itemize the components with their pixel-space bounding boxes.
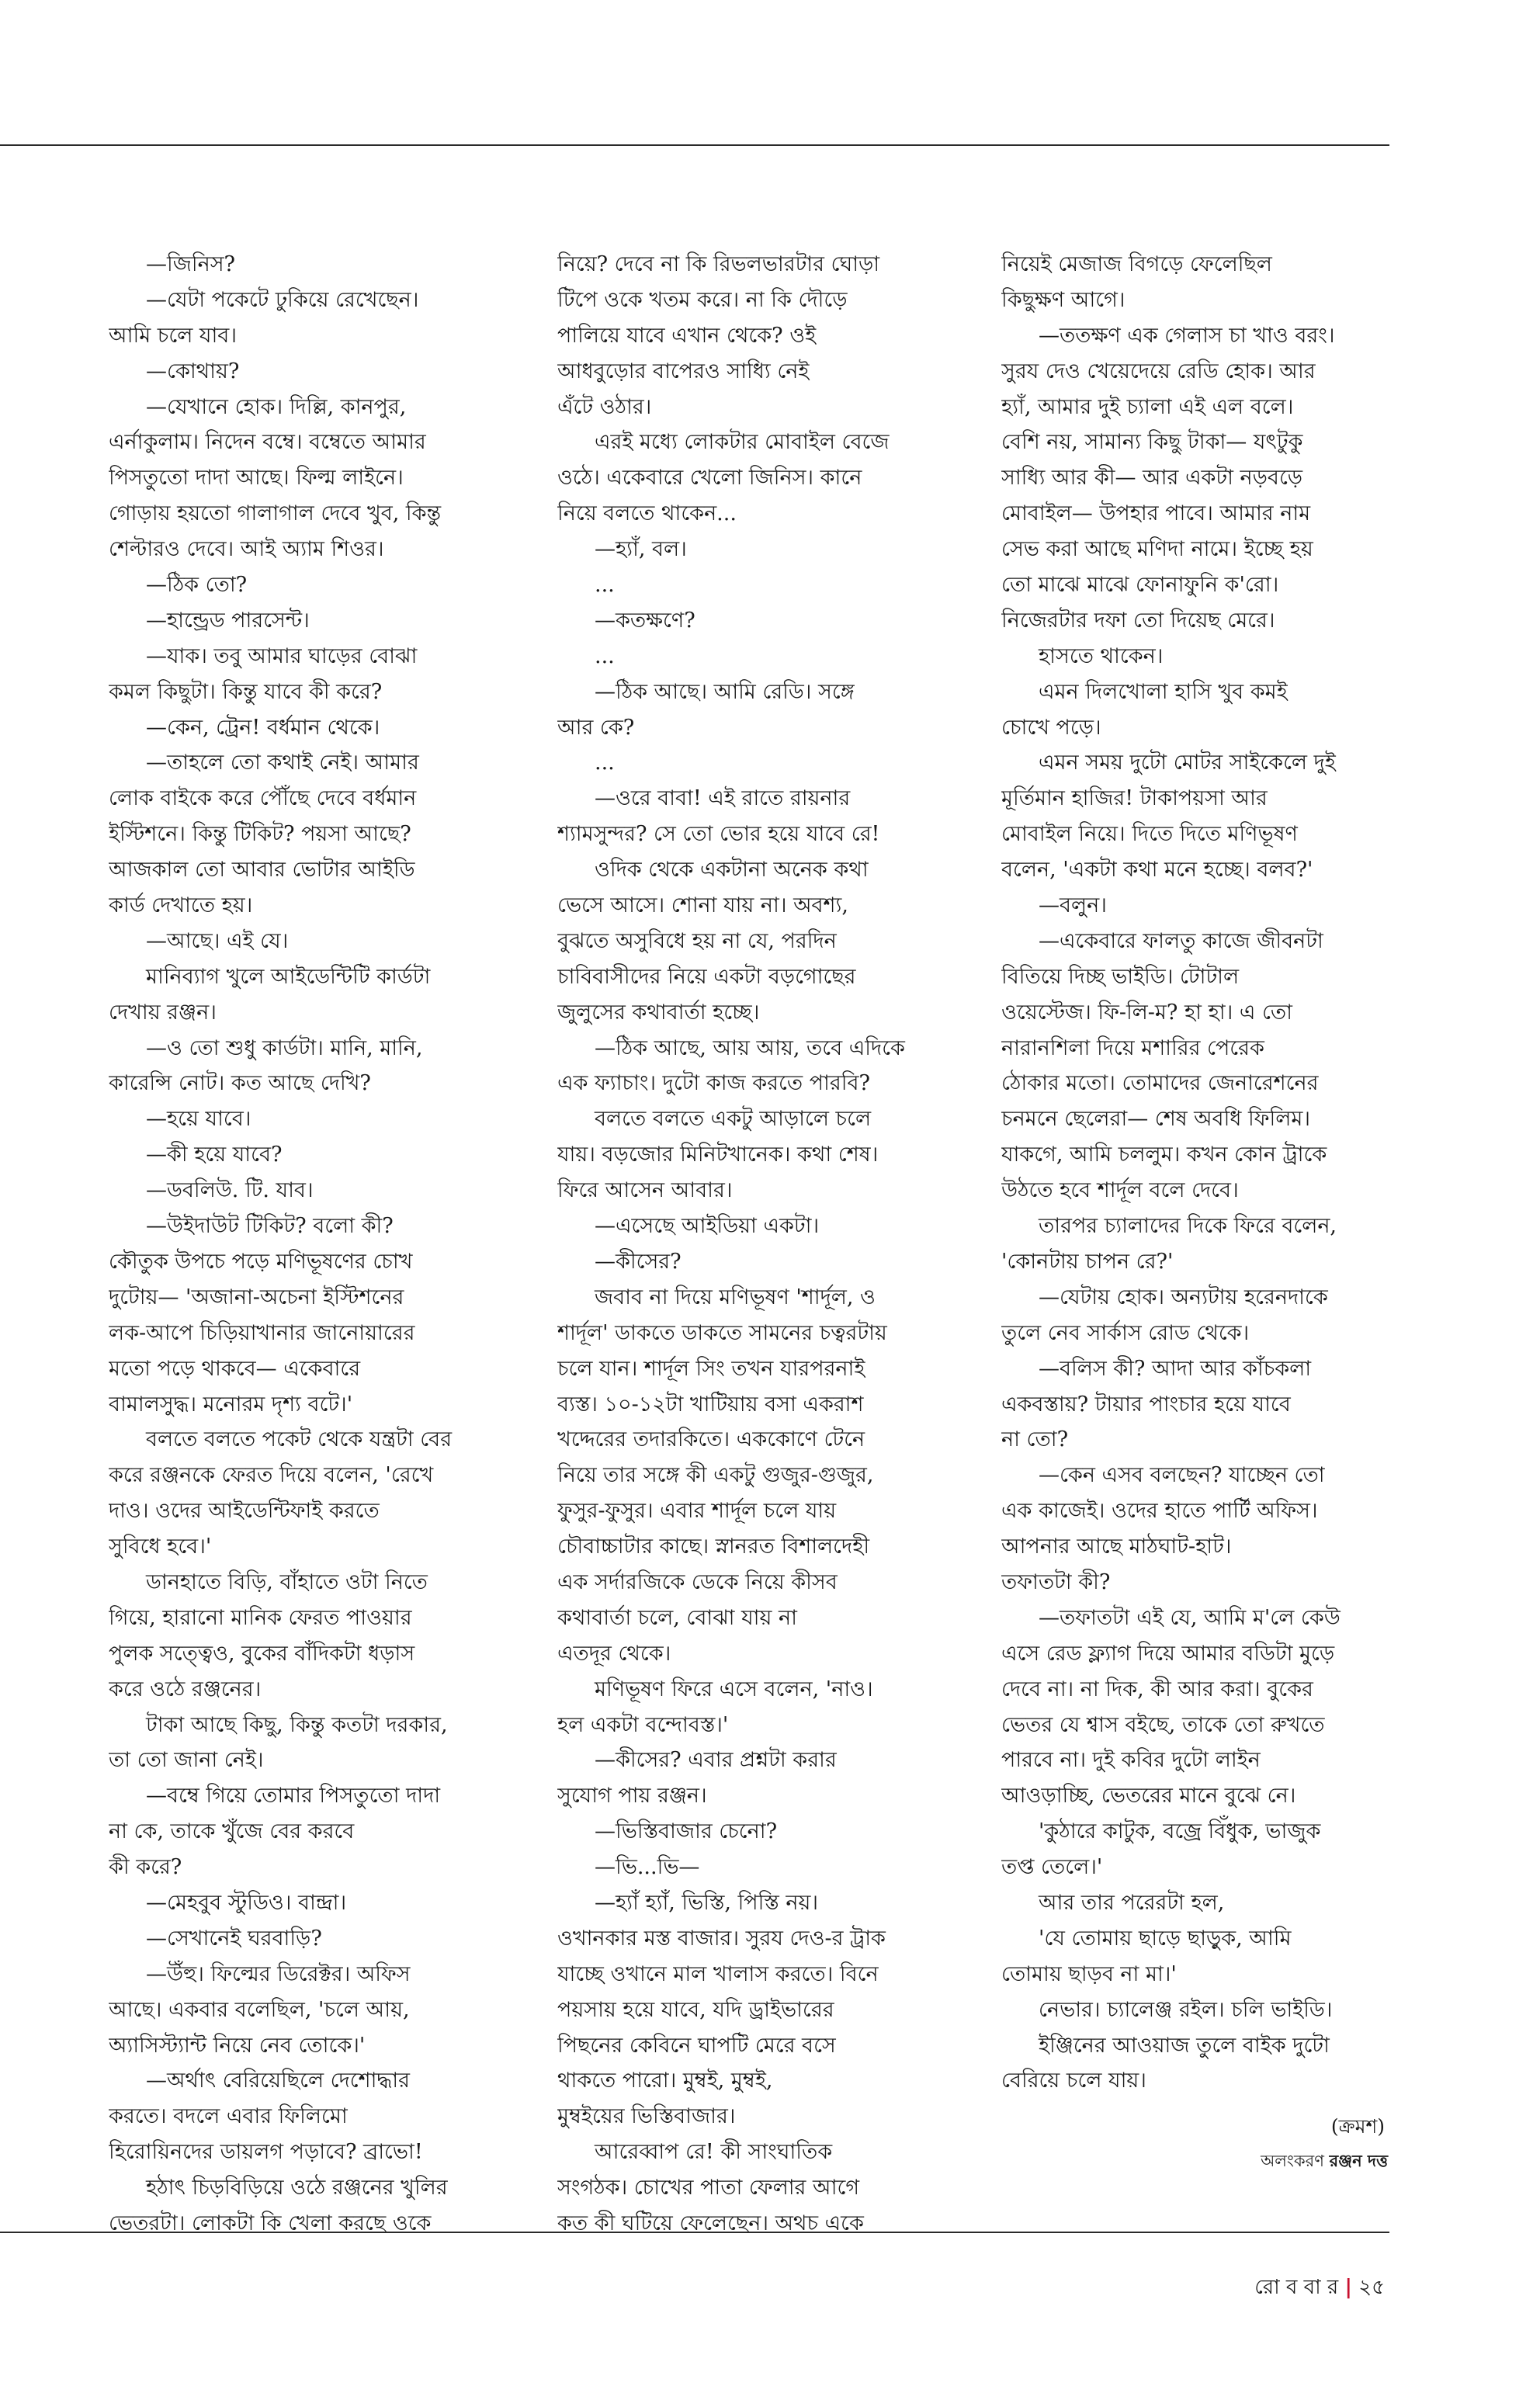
text-line: —ঠিক আছে, আয় আয়, তবে এদিকে	[595, 1035, 905, 1060]
text-line: বুঝতে অসুবিধে হয় না যে, পরদিন	[557, 928, 837, 953]
text-line: শেল্টারও দেবে। আই অ্যাম শিওর।	[109, 537, 384, 562]
text-line: বামালসুদ্ধ। মনোরম দৃশ্য বটে।'	[109, 1392, 353, 1417]
text-line: এঁটে ওঠার।	[557, 394, 652, 419]
text-line: আর কে?	[557, 715, 635, 740]
text-line: ইস্টিশনে। কিন্তু টিকিট? পয়সা আছে?	[109, 822, 411, 847]
text-line: কত কী ঘটিয়ে ফেলেছেন। অথচ একে	[557, 2211, 864, 2235]
text-line: —এসেছে আইডিয়া একটা।	[595, 1214, 820, 1239]
text-line: তো মাঝে মাঝে ফোনাফুনি ক'রো।	[1001, 573, 1279, 598]
text-line: এক ফ্যাচাং। দুটো কাজ করতে পারবি?	[557, 1071, 870, 1096]
text-line: মুম্বইয়ের ভিস্তিবাজার।	[557, 2104, 736, 2129]
text-line: ওঠে। একেবারে খেলো জিনিস। কানে	[557, 466, 862, 491]
text-line: লোক বাইকে করে পৌঁছে দেবে বর্ধমান	[109, 786, 417, 811]
text-line: পিসতুতো দাদা আছে। ফিল্ম লাইনে।	[109, 466, 404, 491]
text-line: গিয়ে, হারানো মানিক ফেরত পাওয়ার	[109, 1605, 412, 1630]
text-line: টাকা আছে কিছু, কিন্তু কতটা দরকার,	[146, 1712, 448, 1737]
text-line: থাকতে পারো। মুম্বই, মুম্বই,	[557, 2069, 773, 2093]
text-column-1	[109, 247, 512, 2242]
text-line: —বলিস কী? আদা আর কাঁচকলা	[1039, 1356, 1312, 1381]
text-line: ওয়েস্টেজ। ফি-লি-ম? হা হা। এ তো	[1001, 1000, 1292, 1025]
text-line: আরেব্বাপ রে! কী সাংঘাতিক	[595, 2140, 833, 2165]
text-line: শ্যামসুন্দর? সে তো ভোর হয়ে যাবে রে!	[557, 822, 880, 847]
text-line: মতো পড়ে থাকবে— একেবারে	[109, 1356, 361, 1381]
bottom-rule	[0, 2232, 1389, 2233]
text-line: —যেটায় হোক। অন্যটায় হরেনদাকে	[1039, 1285, 1328, 1309]
text-line: মোবাইল— উপহার পাবে। আমার নাম	[1001, 501, 1311, 526]
text-line: জুলুসের কথাবার্তা হচ্ছে।	[557, 1000, 760, 1025]
text-line: হঠাৎ চিড়বিড়িয়ে ওঠে রঞ্জনের খুলির	[146, 2176, 448, 2201]
text-line: নিয়ে? দেবে না কি রিভলভারটার ঘোড়া	[557, 252, 880, 276]
text-line: একবস্তায়? টায়ার পাংচার হয়ে যাবে	[1001, 1392, 1291, 1417]
text-line: ...	[595, 643, 615, 668]
text-line: না কে, তাকে খুঁজে বের করবে	[109, 1819, 355, 1844]
text-line: চলে যান। শার্দূল সিং তখন যারপরনাই	[557, 1356, 865, 1381]
text-line: এক কাজেই। ওদের হাতে পার্টি অফিস।	[1001, 1499, 1318, 1524]
text-line: —কোথায়?	[146, 359, 240, 383]
text-line: —উঁহু। ফিল্মের ডিরেক্টর। অফিস	[146, 1961, 411, 1986]
text-line: উঠতে হবে শার্দূল বলে দেবে।	[1001, 1178, 1239, 1203]
text-line: মোবাইল নিয়ে। দিতে দিতে মণিভূষণ	[1001, 822, 1298, 847]
text-line: —ডবলিউ. টি. যাব।	[146, 1178, 314, 1203]
text-line: ওখানকার মস্ত বাজার। সুরয দেও-র ট্রাক	[557, 1926, 886, 1951]
text-line: আমি চলে যাব।	[109, 323, 237, 348]
text-line: —মেহবুব স্টুডিও। বান্দ্রা।	[146, 1890, 347, 1915]
text-line: হিরোয়িনদের ডায়লগ পড়াবে? ব্রাভো!	[109, 2140, 423, 2165]
page-footer	[1254, 2271, 1385, 2305]
text-line: চনমনে ছেলেরা— শেষ অবধি ফিলিম।	[1001, 1107, 1310, 1132]
text-line: এর্নাকুলাম। নিদেন বম্বে। বম্বেতে আমার	[109, 430, 426, 455]
text-line: সেভ করা আছে মণিদা নামে। ইচ্ছে হয়	[1001, 537, 1313, 562]
text-line: সুযোগ পায় রঞ্জন।	[557, 1784, 707, 1809]
text-line: ভেতর যে শ্বাস বইছে, তাকে তো রুখতে	[1001, 1712, 1325, 1737]
text-line: —তাহলে তো কথাই নেই। আমার	[146, 751, 419, 775]
text-line: পুলক সত্ত্বেও, বুকের বাঁদিকটা ধড়াস	[109, 1641, 415, 1666]
text-line: এমন দিলখোলা হাসি খুব কমই	[1039, 679, 1288, 704]
text-line: —বম্বে গিয়ে তোমার পিসতুতো দাদা	[146, 1784, 441, 1809]
text-line: —কী হয়ে যাবে?	[146, 1143, 283, 1167]
text-line: আজকাল তো আবার ভোটার আইডি	[109, 858, 415, 883]
illustration-credit	[1261, 2148, 1388, 2176]
text-line: বিতিয়ে দিচ্ছ ভাইডি। টোটাল	[1001, 964, 1240, 989]
text-line: —ভিস্তিবাজার চেনো?	[595, 1819, 778, 1844]
text-line: ভেতরটা। লোকটা কি খেলা করছে ওকে	[109, 2211, 432, 2235]
text-line: সংগঠক। চোখের পাতা ফেলার আগে	[557, 2176, 860, 2201]
text-line: —ওরে বাবা! এই রাতে রায়নার	[595, 786, 851, 811]
text-line: —হান্ড্রেড পারসেন্ট।	[146, 608, 310, 633]
text-line: মণিভূষণ ফিরে এসে বলেন, 'নাও।	[595, 1677, 873, 1701]
text-line: কৌতুক উপচে পড়ে মণিভূষণের চোখ	[109, 1249, 413, 1274]
text-line: —যেখানে হোক। দিল্লি, কানপুর,	[146, 394, 407, 419]
text-line: পয়সায় হয়ে যাবে, যদি ড্রাইভারের	[557, 1997, 834, 2022]
text-line: লক-আপে চিড়িয়াখানার জানোয়ারের	[109, 1320, 415, 1345]
text-line: যাচ্ছে ওখানে মাল খালাস করতে। বিনে	[557, 1961, 879, 1986]
text-line: কারেন্সি নোট। কত আছে দেখি?	[109, 1071, 371, 1096]
text-line: কী করে?	[109, 1855, 182, 1880]
text-line: এসে রেড ফ্ল্যাগ দিয়ে আমার বডিটা মুড়ে	[1001, 1641, 1335, 1666]
text-line: কথাবার্তা চলে, বোঝা যায় না	[557, 1605, 797, 1630]
text-line: এরই মধ্যে লোকটার মোবাইল বেজে	[595, 430, 890, 455]
text-line: ...	[595, 573, 615, 598]
text-line: —বলুন।	[1039, 893, 1107, 918]
text-line: —তফাতটা এই যে, আমি ম'লে কেউ	[1039, 1605, 1341, 1630]
text-line: 'কুঠারে কাটুক, বজ্রে বিঁধুক, ভাজুক	[1039, 1819, 1321, 1844]
top-rule	[0, 144, 1389, 146]
text-line: আওড়াচ্ছি, ভেতরের মানে বুঝে নে।	[1001, 1784, 1296, 1809]
text-line: যায়। বড়জোর মিনিটখানেক। কথা শেষ।	[557, 1143, 879, 1167]
text-line: কার্ড দেখাতে হয়।	[109, 893, 253, 918]
text-line: আপনার আছে মাঠঘাট-হাট।	[1001, 1535, 1232, 1559]
text-line: —অর্থাৎ বেরিয়েছিলে দেশোদ্ধার	[146, 2069, 410, 2093]
text-line: বলতে বলতে একটু আড়ালে চলে	[595, 1107, 872, 1132]
text-line: টিপে ওকে খতম করে। না কি দৌড়ে	[557, 287, 848, 312]
text-line: —হয়ে যাবে।	[146, 1107, 251, 1132]
magazine-name: রো ব বা র	[1254, 2276, 1339, 2299]
text-line: তপ্ত তেলে।'	[1001, 1855, 1103, 1880]
text-line: গোড়ায় হয়তো গালাগাল দেবে খুব, কিন্তু	[109, 501, 442, 526]
footer-separator: |	[1344, 2276, 1352, 2299]
text-line: —একেবারে ফালতু কাজে জীবনটা	[1039, 928, 1323, 953]
text-line: —ভি...ভি—	[595, 1855, 700, 1880]
text-line: তা তো জানা নেই।	[109, 1748, 264, 1773]
text-line: —কেন এসব বলছেন? যাচ্ছেন তো	[1039, 1463, 1325, 1488]
text-line: —হ্যাঁ, বল।	[595, 537, 687, 562]
text-line: ভেসে আসে। শোনা যায় না। অবশ্য,	[557, 893, 848, 918]
text-line: —আছে। এই যে।	[146, 928, 289, 953]
text-line: তোমায় ছাড়ব না মা।'	[1001, 1961, 1177, 1986]
text-column-3	[1001, 247, 1405, 2099]
text-line: মূর্তিমান হাজির! টাকাপয়সা আর	[1001, 786, 1268, 811]
text-line: পালিয়ে যাবে এখান থেকে? ওই	[557, 323, 817, 348]
text-line: আর তার পরেরটা হল,	[1039, 1890, 1225, 1915]
text-line: পিছনের কেবিনে ঘাপটি মেরে বসে	[557, 2033, 836, 2058]
text-line: নিজেরটার দফা তো দিয়েছ মেরে।	[1001, 608, 1275, 633]
text-line: —ততক্ষণ এক গেলাস চা খাও বরং।	[1039, 323, 1335, 348]
text-line: করতে। বদলে এবার ফিলিমো	[109, 2104, 348, 2129]
text-line: তুলে নেব সার্কাস রোড থেকে।	[1001, 1320, 1250, 1345]
text-line: ব্যস্ত। ১০-১২টা খাটিয়ায় বসা একরাশ	[557, 1392, 864, 1417]
text-column-2	[557, 247, 961, 2242]
text-line: আধবুড়োর বাপেরও সাধ্যি নেই	[557, 359, 810, 383]
text-line: নারানশিলা দিয়ে মশারির পেরেক	[1001, 1035, 1264, 1060]
text-line: কিছুক্ষণ আগে।	[1001, 287, 1126, 312]
text-line: —ঠিক আছে। আমি রেডি। সঙ্গে	[595, 679, 855, 704]
text-line: ফুসুর-ফুসুর। এবার শার্দূল চলে যায়	[557, 1499, 837, 1524]
text-line: না তো?	[1001, 1427, 1069, 1452]
text-line: শার্দূল' ডাকতে ডাকতে সামনের চত্বরটায়	[557, 1320, 887, 1345]
text-line: —উইদাউট টিকিট? বলো কী?	[146, 1214, 394, 1239]
text-line: 'কোনটায় চাপন রে?'	[1001, 1249, 1174, 1274]
text-line: এমন সময় দুটো মোটর সাইকেলে দুই	[1039, 751, 1336, 775]
text-line: দুটোয়— 'অজানা-অচেনা ইস্টিশনের	[109, 1285, 404, 1309]
credit-label: অলংকরণ	[1261, 2152, 1324, 2170]
continued-marker: (ক্রমশ)	[1330, 2115, 1385, 2138]
text-line: এক সর্দারজিকে ডেকে নিয়ে কীসব	[557, 1569, 838, 1594]
text-line: —কেন, ট্রেন! বর্ধমান থেকে।	[146, 715, 380, 740]
text-line: —কীসের? এবার প্রশ্নটা করার	[595, 1748, 837, 1773]
text-line: সুবিধে হবে।'	[109, 1535, 212, 1559]
text-line: করে ওঠে রঞ্জনের।	[109, 1677, 262, 1701]
credit-name: রঞ্জন দত্ত	[1329, 2151, 1388, 2170]
text-line: এতদূর থেকে।	[557, 1641, 671, 1666]
text-line: ফিরে আসেন আবার।	[557, 1178, 733, 1203]
text-line: বলেন, 'একটা কথা মনে হচ্ছে। বলব?'	[1001, 858, 1313, 883]
text-line: নিয়ে তার সঙ্গে কী একটু গুজুর-গুজুর,	[557, 1463, 874, 1488]
text-line: —কীসের?	[595, 1249, 682, 1274]
text-line: দেবে না। না দিক, কী আর করা। বুকের	[1001, 1677, 1313, 1701]
text-line: চোখে পড়ে।	[1001, 715, 1101, 740]
text-line: বলতে বলতে পকেট থেকে যন্ত্রটা বের	[146, 1427, 453, 1452]
text-line: অ্যাসিস্ট্যান্ট নিয়ে নেব তোকে।'	[109, 2033, 366, 2058]
page-number: ২৫	[1358, 2276, 1385, 2299]
text-line: সুরয দেও খেয়েদেয়ে রেডি হোক। আর	[1001, 359, 1316, 383]
text-line: —ঠিক তো?	[146, 573, 248, 598]
text-line: —কতক্ষণে?	[595, 608, 695, 633]
text-line: সাধ্যি আর কী— আর একটা নড়বড়ে	[1001, 466, 1303, 491]
text-line: নিয়েই মেজাজ বিগড়ে ফেলেছিল	[1001, 252, 1272, 276]
text-line: —জিনিস?	[146, 252, 236, 276]
text-line: —হ্যাঁ হ্যাঁ, ভিস্তি, পিস্তি নয়।	[595, 1890, 819, 1915]
text-line: ...	[595, 751, 615, 775]
text-line: —ও তো শুধু কার্ডটা। মানি, মানি,	[146, 1035, 423, 1060]
text-line: বেরিয়ে চলে যায়।	[1001, 2069, 1146, 2093]
text-line: ঠোকার মতো। তোমাদের জেনারেশনের	[1001, 1071, 1319, 1096]
text-line: হ্যাঁ, আমার দুই চ্যালা এই এল বলে।	[1001, 394, 1294, 419]
text-line: নেভার। চ্যালেঞ্জ রইল। চলি ভাইডি।	[1039, 1997, 1333, 2022]
text-line: হল একটা বন্দোবস্ত।'	[557, 1712, 729, 1737]
text-line: হাসতে থাকেন।	[1039, 643, 1164, 668]
text-line: আছে। একবার বলেছিল, 'চলে আয়,	[109, 1997, 410, 2022]
text-line: —যেটা পকেটে ঢুকিয়ে রেখেছেন।	[146, 287, 419, 312]
text-line: ডানহাতে বিড়ি, বাঁহাতে ওটা নিতে	[146, 1569, 428, 1594]
text-line: বেশি নয়, সামান্য কিছু টাকা— যৎটুকু	[1001, 430, 1303, 455]
text-line: —সেখানেই ঘরবাড়ি?	[146, 1926, 322, 1951]
text-line: দেখায় রঞ্জন।	[109, 1000, 217, 1025]
text-line: কমল কিছুটা। কিন্তু যাবে কী করে?	[109, 679, 383, 704]
text-line: মানিব্যাগ খুলে আইডেন্টিটি কার্ডটা	[146, 964, 431, 989]
text-line: চৌবাচ্চাটার কাছে। স্নানরত বিশালদেহী	[557, 1535, 870, 1559]
text-line: করে রঞ্জনকে ফেরত দিয়ে বলেন, 'রেখে	[109, 1463, 434, 1488]
text-line: পারবে না। দুই কবির দুটো লাইন	[1001, 1748, 1261, 1773]
text-line: চাবিবাসীদের নিয়ে একটা বড়গোছের	[557, 964, 856, 989]
text-line: জবাব না দিয়ে মণিভূষণ 'শার্দূল, ও	[595, 1285, 876, 1309]
text-line: যাকগে, আমি চললুম। কখন কোন ট্রাকে	[1001, 1143, 1327, 1167]
text-line: 'যে তোমায় ছাড়ে ছাড়ুক, আমি	[1039, 1926, 1292, 1951]
text-line: তারপর চ্যালাদের দিকে ফিরে বলেন,	[1039, 1214, 1337, 1239]
text-line: ইঞ্জিনের আওয়াজ তুলে বাইক দুটো	[1039, 2033, 1330, 2058]
text-line: খদ্দেরের তদারকিতে। এককোণে টেনে	[557, 1427, 865, 1452]
text-line: তফাতটা কী?	[1001, 1569, 1111, 1594]
text-line: নিয়ে বলতে থাকেন...	[557, 501, 737, 526]
text-line: দাও। ওদের আইডেন্টিফাই করতে	[109, 1499, 380, 1524]
text-line: —যাক। তবু আমার ঘাড়ের বোঝা	[146, 643, 418, 668]
text-line: ওদিক থেকে একটানা অনেক কথা	[595, 858, 869, 883]
